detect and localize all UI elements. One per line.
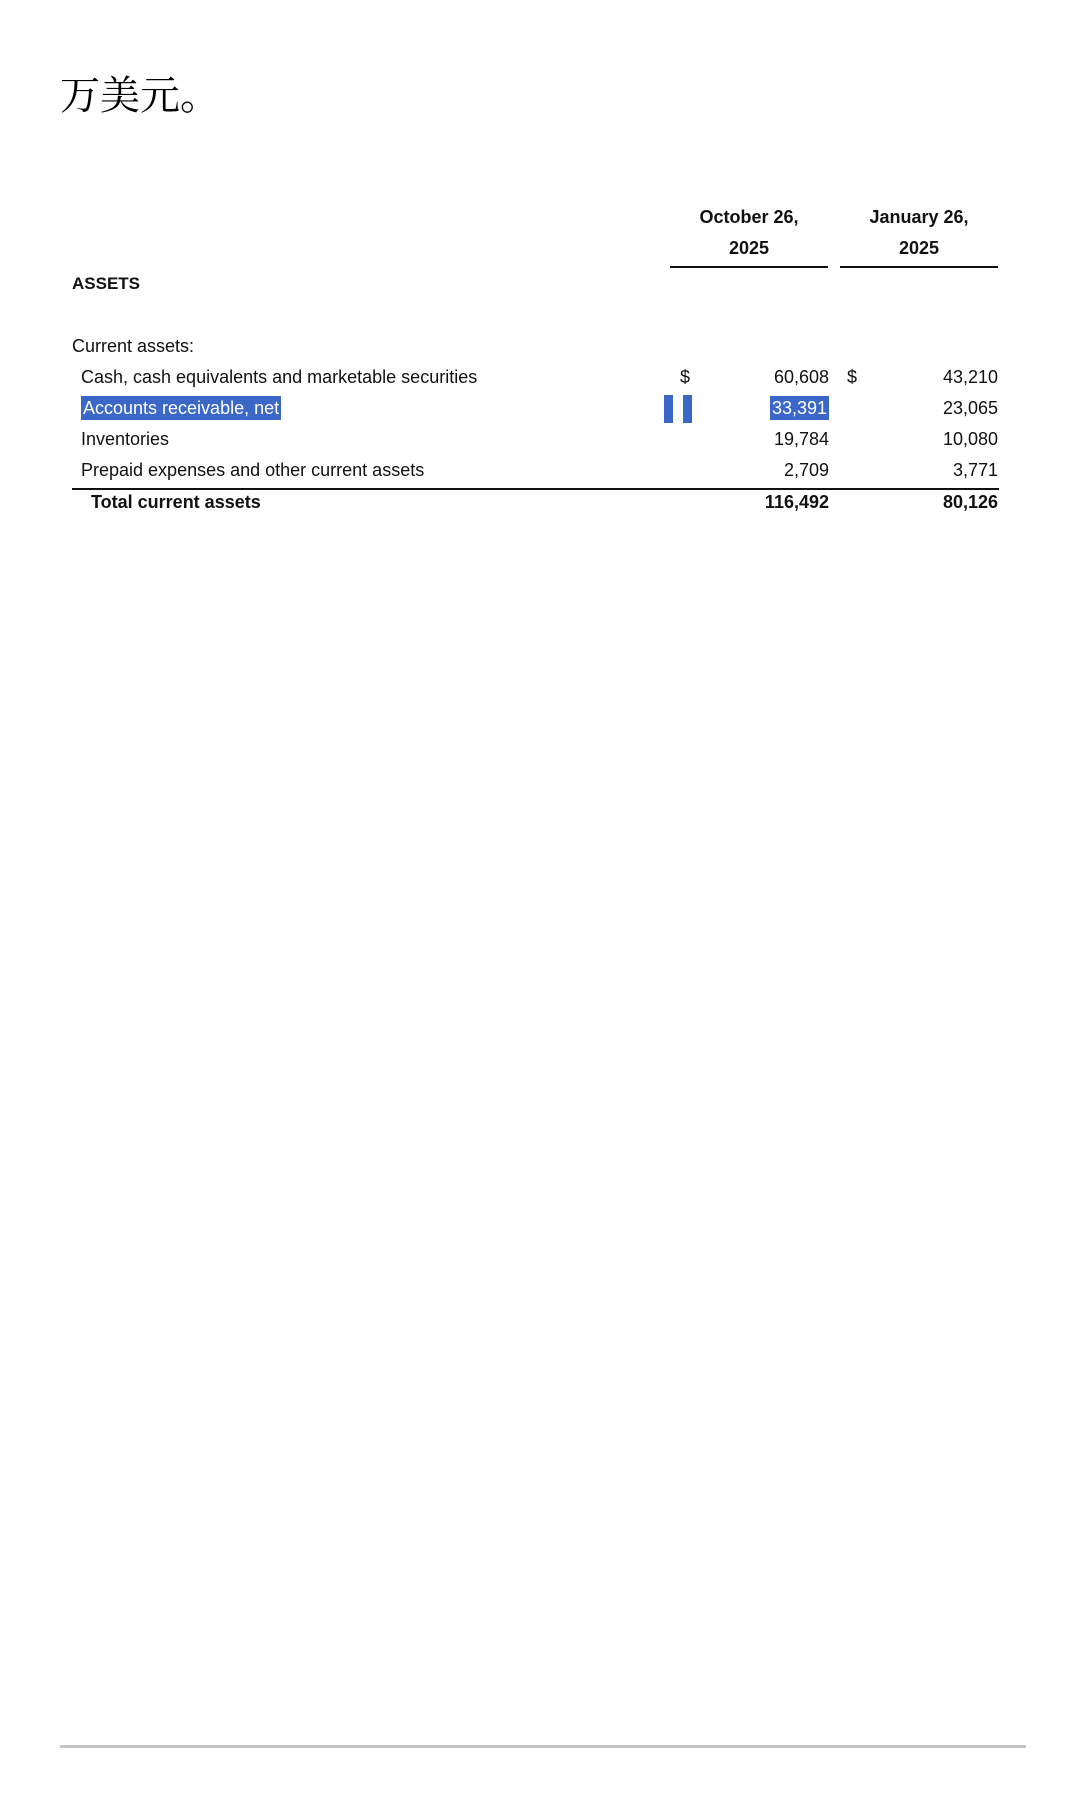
- section-label: ASSETS: [72, 274, 141, 293]
- currency-symbol: $: [680, 367, 691, 387]
- value-january-2025[interactable]: 43,210: [942, 367, 998, 387]
- page-heading: 万美元。: [60, 73, 220, 119]
- currency-symbol: $: [847, 367, 858, 387]
- table-row-inventories[interactable]: [0, 424, 1080, 455]
- total-label[interactable]: Total current assets: [91, 492, 261, 512]
- selection-handle-right[interactable]: [683, 395, 692, 423]
- value-october-2025-selected[interactable]: [709, 393, 829, 424]
- selected-text[interactable]: 33,391: [771, 398, 827, 418]
- subsection-row-current-assets: [0, 331, 1080, 362]
- table-row-accounts-receivable[interactable]: [0, 393, 1080, 424]
- selected-text[interactable]: Accounts receivable, net: [83, 398, 280, 418]
- value-october-2025[interactable]: 19,784: [773, 429, 829, 449]
- column-header-january-2025: [840, 202, 998, 268]
- column-header-line2: 2025: [898, 238, 940, 258]
- section-row-assets: [0, 268, 1080, 299]
- row-label[interactable]: Prepaid expenses and other current assets: [81, 460, 425, 480]
- row-label[interactable]: Inventories: [81, 429, 170, 449]
- table-row-total-current-assets[interactable]: [0, 487, 1080, 518]
- total-october-2025[interactable]: 116,492: [764, 492, 829, 512]
- subsection-label: Current assets:: [72, 336, 195, 356]
- footer-divider: [60, 1745, 1026, 1748]
- selection-handle-left[interactable]: [664, 395, 673, 423]
- value-january-2025[interactable]: 10,080: [942, 429, 998, 449]
- total-january-2025[interactable]: 80,126: [942, 492, 998, 512]
- value-january-2025[interactable]: 3,771: [952, 460, 998, 480]
- row-label[interactable]: Cash, cash equivalents and marketable securities: [81, 367, 478, 387]
- table-row-prepaid-expenses[interactable]: [0, 455, 1080, 486]
- value-october-2025[interactable]: 60,608: [773, 367, 829, 387]
- column-header-line1: January 26,: [869, 207, 969, 227]
- column-header-october-2025: [670, 202, 828, 268]
- value-october-2025[interactable]: 2,709: [783, 460, 829, 480]
- table-row-cash[interactable]: [0, 362, 1080, 393]
- column-header-line1: October 26,: [699, 207, 799, 227]
- column-header-line2: 2025: [728, 238, 770, 258]
- value-january-2025[interactable]: 23,065: [942, 398, 998, 418]
- balance-sheet-table: [0, 0, 1080, 560]
- row-label-selected[interactable]: [81, 393, 281, 424]
